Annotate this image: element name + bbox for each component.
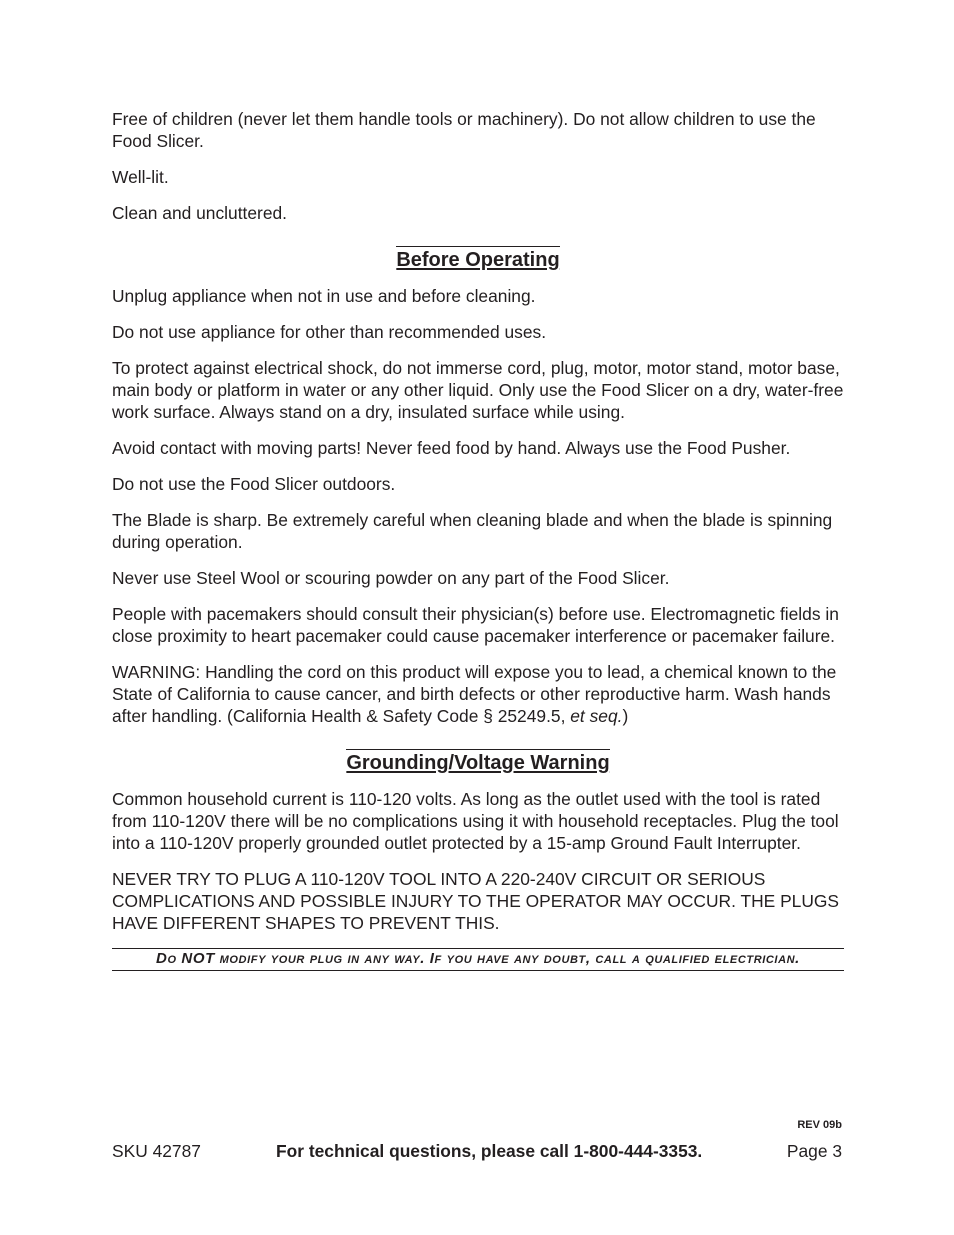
document-body [112, 108, 844, 971]
grounding-heading: Grounding/Voltage Warning [346, 749, 609, 774]
plug-notice: Do NOT modify your plug in any way. If you have any doubt, call a qualified electrician. [112, 948, 844, 971]
before-operating-paragraph-1: Unplug appliance when not in use and before cleaning. [112, 286, 536, 306]
footer-sku: SKU 42787 [112, 1141, 201, 1161]
before-operating-paragraph-5: Do not use the Food Slicer outdoors. [112, 474, 396, 494]
prop65-warning-text: WARNING: Handling the cord on this product will expose you to lead, a chemical known to the State of California to cause cancer, and birth defects or other reproductive harm. Wash hands after handling. (California Health & Safety Code § 25249.5, [112, 662, 837, 726]
revision-label: REV 09b [797, 1119, 842, 1131]
before-operating-paragraph-4: Avoid contact with moving parts! Never feed food by hand. Always use the Food Pusher. [112, 438, 791, 458]
intro-paragraph-2: Well-lit. [112, 167, 169, 187]
grounding-paragraph-2: NEVER TRY TO PLUG A 110-120V TOOL INTO A 220-240V CIRCUIT OR SERIOUS COMPLICATIONS AND POSSIBLE INJURY TO THE OPERATOR MAY OCCUR. THE PLUGS HAVE DIFFERENT SHAPES TO PREVENT THIS. [112, 869, 840, 933]
before-operating-paragraph-7: Never use Steel Wool or scouring powder on any part of the Food Slicer. [112, 568, 670, 588]
footer-tech-support: For technical questions, please call 1-800-444-3353. [276, 1141, 703, 1161]
intro-paragraph-1: Free of children (never let them handle tools or machinery). Do not allow children to use the Food Slicer. [112, 109, 816, 151]
before-operating-heading-wrap [112, 246, 844, 271]
before-operating-paragraph-8: People with pacemakers should consult their physician(s) before use. Electromagnetic fields in close proximity to heart pacemaker could cause pacemaker interference or pacemaker failure. [112, 604, 839, 646]
prop65-warning-end: ) [622, 706, 629, 726]
before-operating-heading: Before Operating [396, 246, 559, 271]
before-operating-paragraph-6: The Blade is sharp. Be extremely careful when cleaning blade and when the blade is spinning during operation. [112, 510, 833, 552]
footer-page-number: Page 3 [786, 1141, 842, 1161]
intro-paragraph-3: Clean and uncluttered. [112, 203, 287, 223]
prop65-warning [112, 661, 844, 727]
before-operating-paragraph-3: To protect against electrical shock, do not immerse cord, plug, motor, motor stand, motor base, main body or platform in water or any other liquid. Only use the Food Slicer on a dry, water-free work surface. Always stand on a dry, insulated surface while using. [112, 358, 844, 422]
grounding-heading-wrap [112, 749, 844, 774]
grounding-paragraph-1: Common household current is 110-120 volts. As long as the outlet used with the tool is rated from 110-120V there will be no complications using it with household receptacles. Plug the tool into a 110-120V properly grounded outlet protected by a 15-amp Ground Fault Interrupter. [112, 789, 839, 853]
before-operating-paragraph-2: Do not use appliance for other than recommended uses. [112, 322, 547, 342]
prop65-warning-italic: et seq. [570, 706, 623, 726]
